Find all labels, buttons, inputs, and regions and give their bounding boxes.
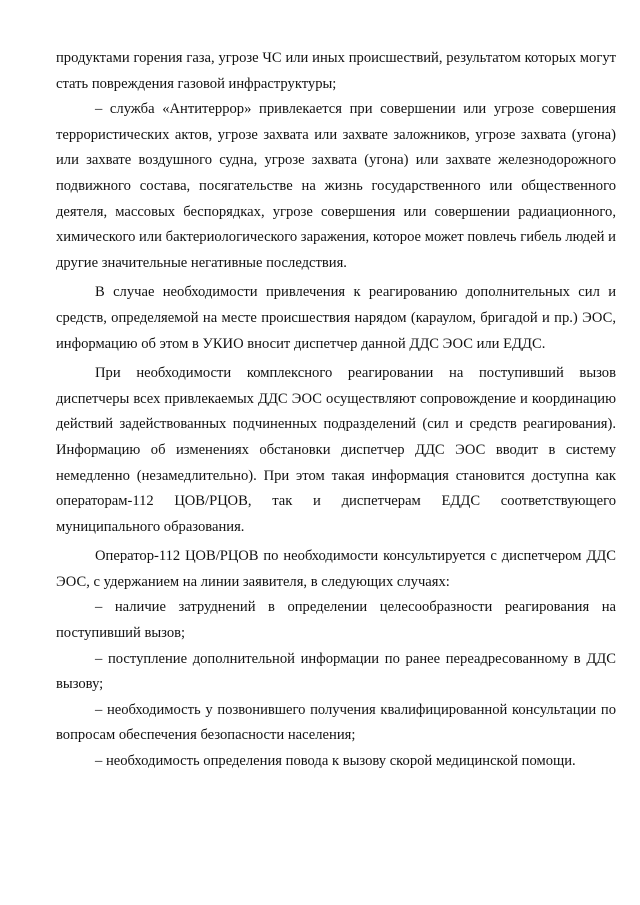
document-body [56,46,616,775]
paragraph-complex-response: При необходимости комплексного реагировании на поступивший вызов диспетчеры всех привлекаемых ДДС ЭОС осуществляют сопровождение и координацию действий задействованных подчиненных подразделений (сил и средств реагирования). Информацию об изменениях обстановки диспетчер ДДС ЭОС вводит в систему немедленно (незамедлительно). При этом такая информация становится доступна как операторам-112 ЦОВ/РЦОВ, так и диспетчерам ЕДДС соответствующего муниципального образования. [56,365,616,535]
paragraph-additional-forces: В случае необходимости привлечения к реагированию дополнительных сил и средств, определяемой на месте происшествия нарядом (караулом, бригадой и пр.) ЭОС, информацию об этом в УКИО вносит диспетчер данной ДДС ЭОС или ЕДДС. [56,284,616,352]
list-item-response-difficulty: – наличие затруднений в определении целесообразности реагирования на поступивший вызов; [56,599,616,642]
list-item-additional-info: – поступление дополнительной информации по ранее переадресованному в ДДС вызову; [56,650,616,693]
paragraph-antiterror-service: – служба «Антитеррор» привлекается при совершении или угрозе совершения террористических актов, угрозе захвата или захвате заложников, угрозе захвата (угона) или захвате воздушного судна, угрозе захвата (угона) или захвате железнодорожного подвижного состава, посягательстве на жизнь государственного или общественного деятеля, массовых беспорядках, угрозе совершения или совершении радиационного, химического или бактериологического заражения, которое может повлечь гибель людей и другие значительные негативные последствия. [56,101,616,271]
list-item-medical-call-reason: – необходимость определения повода к вызову скорой медицинской помощи. [95,753,576,770]
paragraph-continuation: продуктами горения газа, угрозе ЧС или иных происшествий, результатом которых могут стать повреждения газовой инфраструктуры; [56,50,616,92]
list-item-qualified-consultation: – необходимость у позвонившего получения квалифицированной консультации по вопросам обеспечения безопасности населения; [56,701,616,744]
paragraph-operator-consultation: Оператор-112 ЦОВ/РЦОВ по необходимости консультируется с диспетчером ДДС ЭОС, с удержанием на линии заявителя, в следующих случаях: [56,548,616,590]
